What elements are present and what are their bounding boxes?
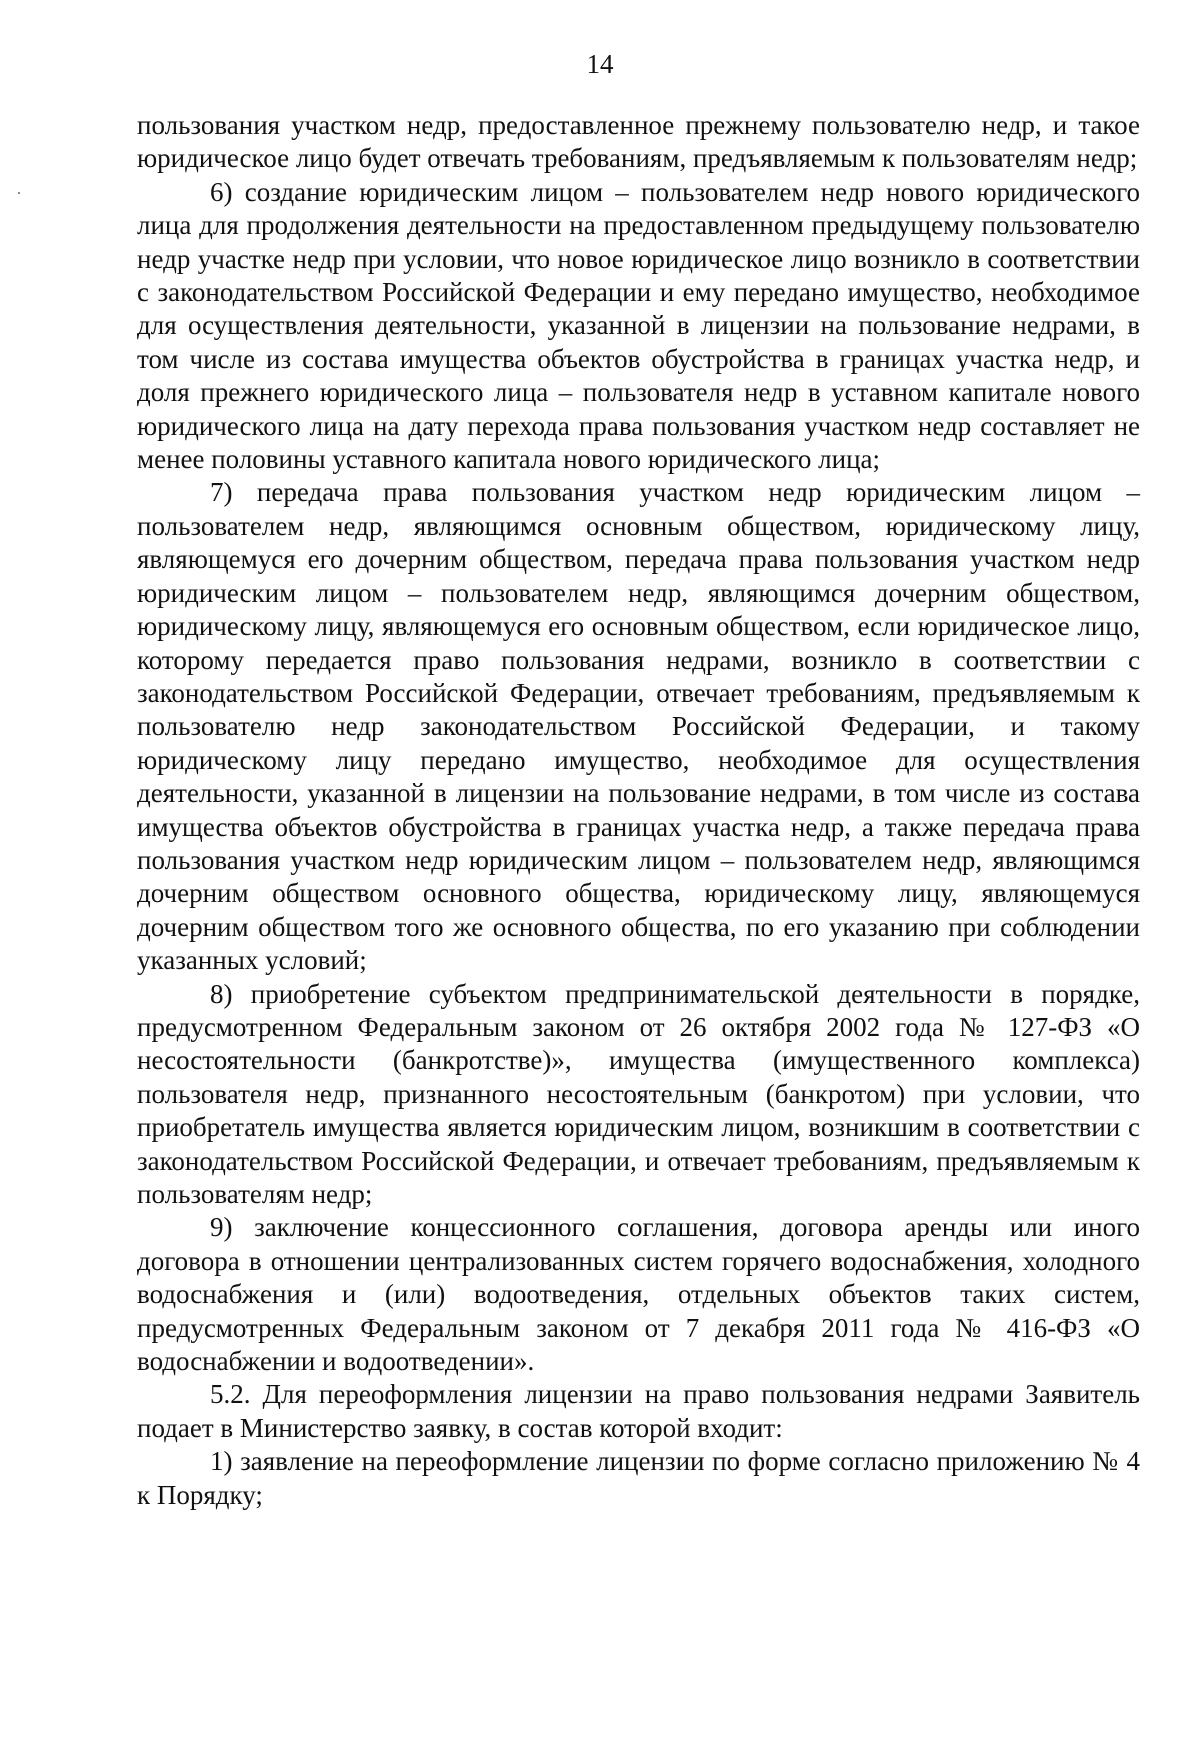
paragraph-continuation: пользования участком недр, предоставленное прежнему пользователю недр, и такое юридическое лицо будет отвечать требованиям, предъявляемым к пользователям недр; <box>137 110 1140 174</box>
paragraph-item-6: 6) создание юридическим лицом – пользователем недр нового юридического лица для продолжения деятельности на предоставленном предыдущему пользователю недр участке недр при условии, что новое юридическое лицо возникло в соответствии с законодательством Российской Федерации и ему передано имущество, необходимое для осуществления деятельности, указанной в лицензии на пользование недрами, в том числе из состава имущества объектов обустройства в границах участка недр, и доля прежнего юридического лица – пользователя недр в уставном капитале нового юридического лица на дату перехода права пользования участком недр составляет не менее половины уставного капитала нового юридического лица; <box>137 176 1140 475</box>
scan-speck <box>18 192 20 194</box>
paragraph-item-7: 7) передача права пользования участком недр юридическим лицом – пользователем недр, являющимся основным обществом, юридическому лицу, являющемуся его дочерним обществом, передача права пользования участком недр юридическим лицом – пользователем недр, являющимся дочерним обществом, юридическому лицу, являющемуся его основным обществом, если юридическое лицо, которому передается право пользования недрами, возникло в соответствии с законодательством Российской Федерации, отвечает требованиям, предъявляемым к пользователю недр законодательством Российской Федерации, и такому юридическому лицу передано имущество, необходимое для осуществления деятельности, указанной в лицензии на пользование недрами, в том числе из состава имущества объектов обустройства в границах участка недр, а также передача права пользования участком недр юридическим лицом – пользователем недр, являющимся дочерним обществом основного общества, юридическому лицу, являющемуся дочерним обществом того же основного общества, по его указанию при соблюдении указанных условий; <box>137 477 1140 976</box>
document-body <box>137 109 1140 1512</box>
paragraph-section-5-2: 5.2. Для переоформления лицензии на право пользования недрами Заявитель подает в Министерство заявку, в состав которой входит: <box>137 1379 1140 1443</box>
paragraph-item-9: 9) заключение концессионного соглашения, договора аренды или иного договора в отношении централизованных систем горячего водоснабжения, холодного водоснабжения и (или) водоотведения, отдельных объектов таких систем, предусмотренных Федеральным законом от 7 декабря 2011 года № 416-ФЗ «О водоснабжении и водоотведении». <box>137 1212 1140 1377</box>
paragraph-subitem-1: 1) заявление на переоформление лицензии по форме согласно приложению № 4 к Порядку; <box>137 1446 1140 1510</box>
paragraph-item-8: 8) приобретение субъектом предпринимательской деятельности в порядке, предусмотренном Федеральным законом от 26 октября 2002 года № 127-ФЗ «О несостоятельности (банкротстве)», имущества (имущественного комплекса) пользователя недр, признанного несостоятельным (банкротом) при условии, что приобретатель имущества является юридическим лицом, возникшим в соответствии с законодательством Российской Федерации, и отвечает требованиям, предъявляемым к пользователям недр; <box>137 978 1140 1209</box>
page-number: 14 <box>586 49 614 79</box>
